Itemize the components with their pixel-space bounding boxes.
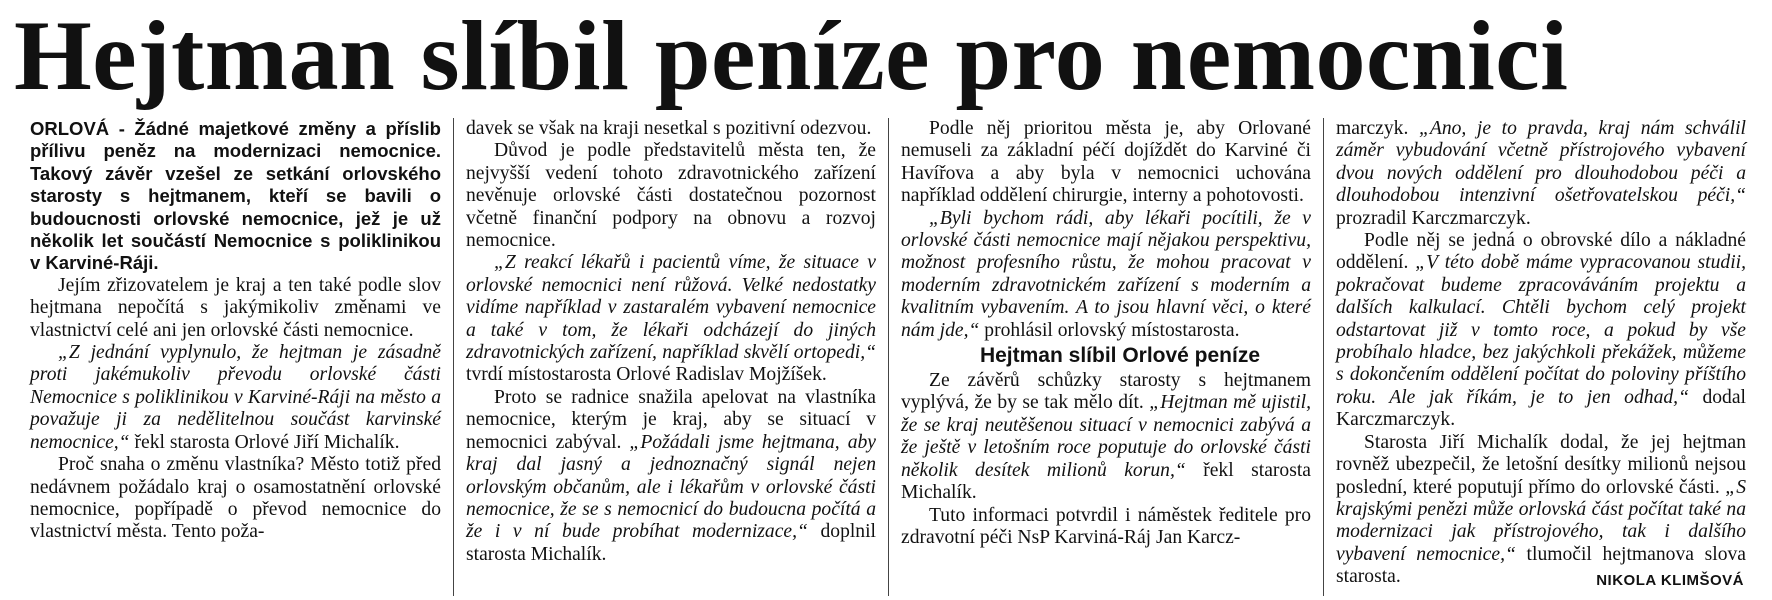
quote: „Z jednání vyplynulo, že hejtman je zásadně proti jakémukoliv převodu orlovské části Nemocnice s poliklinikou v Karviné-Ráji na město a považuje ji za nedělitelnou součást karvinské nemocnice,“: [30, 342, 441, 453]
attribution: tvrdí místostarosta Orlové Radislav Mojžíšek.: [466, 364, 827, 386]
paragraph: [1336, 230, 1746, 432]
column-3: [888, 118, 1323, 596]
quote: „Byli bychom rádi, aby lékaři pocítili, že v orlovské části nemocnice mají nějakou perspektivu, možnost profesního růstu, že mohou pracovat v moderním zdravotnickém zařízení s moderním a kvalitním vybavením. A to jsou hlavní věci, o které nám jde,“: [901, 207, 1311, 341]
paragraph: [901, 208, 1311, 342]
author-byline: NIKOLA KLIMŠOVÁ: [1596, 571, 1744, 589]
text: Ze závěrů schůzky starosty s hejtmanem vyplývá, že by se tak mělo dít.: [901, 370, 1311, 414]
quote: „Požádali jsme hejtmana, aby kraj dal jasný a jednoznačný signál nejen orlovským občanům, ale i lékařům v orlovské části nemocnice, že se s nemocnicí do budoucna počítá a že i v ní bude probíhat modernizace,“: [466, 431, 876, 543]
paragraph: Podle něj prioritou města je, aby Orlované nemuseli za základní péčí dojíždět do Karviné či Havířova a aby byla v nemocnici uchována například oddělení chirurgie, interny a pohotovosti.: [901, 118, 1311, 207]
paragraph: [30, 342, 441, 454]
column-1: [18, 118, 453, 596]
column-4: [1323, 118, 1758, 596]
quote: „V této době máme vypracovanou studii, pokračovat budeme zpracováváním projektu a dalších kalkulací. Chtěli bychom celý projekt odstartovat již v tomto roce, a pokud by vše probíhalo hladce, bez jakýchkoli překážek, můžeme s dokončením oddělení počítat do poloviny příštího roku. Ale jak říkám, je to jen odhad,“: [1336, 252, 1746, 408]
subheading: Hejtman slíbil Orlové peníze: [979, 344, 1261, 368]
lead-text: Žádné majetkové změny a příslib přílivu peněz na modernizaci nemocnice. Takový závěr vzešel ze setkání orlovského starosty s hejtmanem, kteří se bavili o budoucnosti orlovské nemocnice, jež je už několik let součástí Nemocnice s poliklinikou v Karviné-Ráji.: [30, 118, 441, 274]
paragraph: [466, 387, 876, 566]
attribution: prohlásil orlovský místostarosta.: [979, 319, 1240, 341]
quote: „S krajskými penězi může orlovská část počítat také na modernizaci jak přístrojového, tak i dalšího vybavení nemocnice,“: [1336, 476, 1746, 565]
attribution: prozradil Karczmarczyk.: [1336, 207, 1531, 229]
text: Starosta Jiří Michalík dodal, že jej hejtman rovněž ubezpečil, že letošní desítky milionů nejsou poslední, které poputují přímo do orlovské části.: [1336, 431, 1746, 498]
quote: „Z reakcí lékařů i pacientů víme, že situace v orlovské nemocnici není růžová. Velké nedostatky vidíme například v zastaralém vybavení nemocnice a také v tom, že lékaři odcházejí do jiných zdravotnických zařízení, například skvělí ortopedi,“: [466, 252, 876, 364]
paragraph: [1336, 432, 1746, 589]
dateline: ORLOVÁ -: [30, 118, 135, 139]
article-body: [18, 118, 1760, 596]
quote: „Ano, je to pravda, kraj nám schválil záměr vybudování včetně přístrojového vybavení dvou nových oddělení pro dlouhodobou péči a dlouhodobou intenzivní ošetřovatelskou péči,“: [1336, 118, 1747, 207]
paragraph: Tuto informaci potvrdil i náměstek ředitele pro zdravotní péči NsP Karviná-Ráj Jan Karcz-: [901, 504, 1311, 548]
attribution: doplnil starosta Michalík.: [466, 521, 876, 565]
text: Podle něj se jedná o obrovské dílo a nákladné oddělení.: [1336, 230, 1746, 274]
paragraph: Jejím zřizovatelem je kraj a ten také podle slov hejtmana nepočítá s jakýmikoliv změnami ve vlastnictví celé ani jen orlovské části nemocnice.: [30, 274, 441, 341]
attribution: tlumočil hejtmanova slova starosta.: [1336, 543, 1746, 588]
headline: Hejtman slíbil peníze pro nemocnici: [14, 0, 1569, 111]
text: marczyk.: [1336, 118, 1419, 139]
column-2: [453, 118, 888, 596]
lead-paragraph: [30, 118, 441, 275]
paragraph: Důvod je podle představitelů města ten, že nejvyšší vedení tohoto zdravotnického zařízení nevěnuje orlovské části dostatečnou pozornost včetně finanční podpory na obnovu a rozvoj nemocnice.: [466, 140, 876, 252]
attribution: řekl starosta Michalík.: [901, 459, 1311, 504]
text: Proto se radnice snažila apelovat na vlastníka nemocnice, kterým je kraj, aby se situací v nemocnici zabýval.: [466, 386, 876, 453]
paragraph: [1336, 118, 1746, 230]
paragraph: Proč snaha o změnu vlastníka? Město totiž před nedávnem požádalo kraj o osamostatnění orlovské nemocnice, popřípadě o převod nemocnice do vlastnictví města. Tento poža-: [30, 454, 441, 543]
attribution: dodal Karczmarczyk.: [1336, 386, 1746, 431]
paragraph: [466, 252, 876, 386]
quote: „Hejtman mě ujistil, že se kraj neutěšenou situací v nemocnici zabývá a že ještě v letošním roce poputuje do orlovské části několik desítek milionů korun,“: [901, 392, 1311, 481]
paragraph: davek se však na kraji nesetkal s pozitivní odezvou.: [466, 118, 872, 139]
attribution: řekl starosta Orlové Jiří Michalík.: [129, 431, 400, 453]
paragraph: [901, 370, 1311, 504]
